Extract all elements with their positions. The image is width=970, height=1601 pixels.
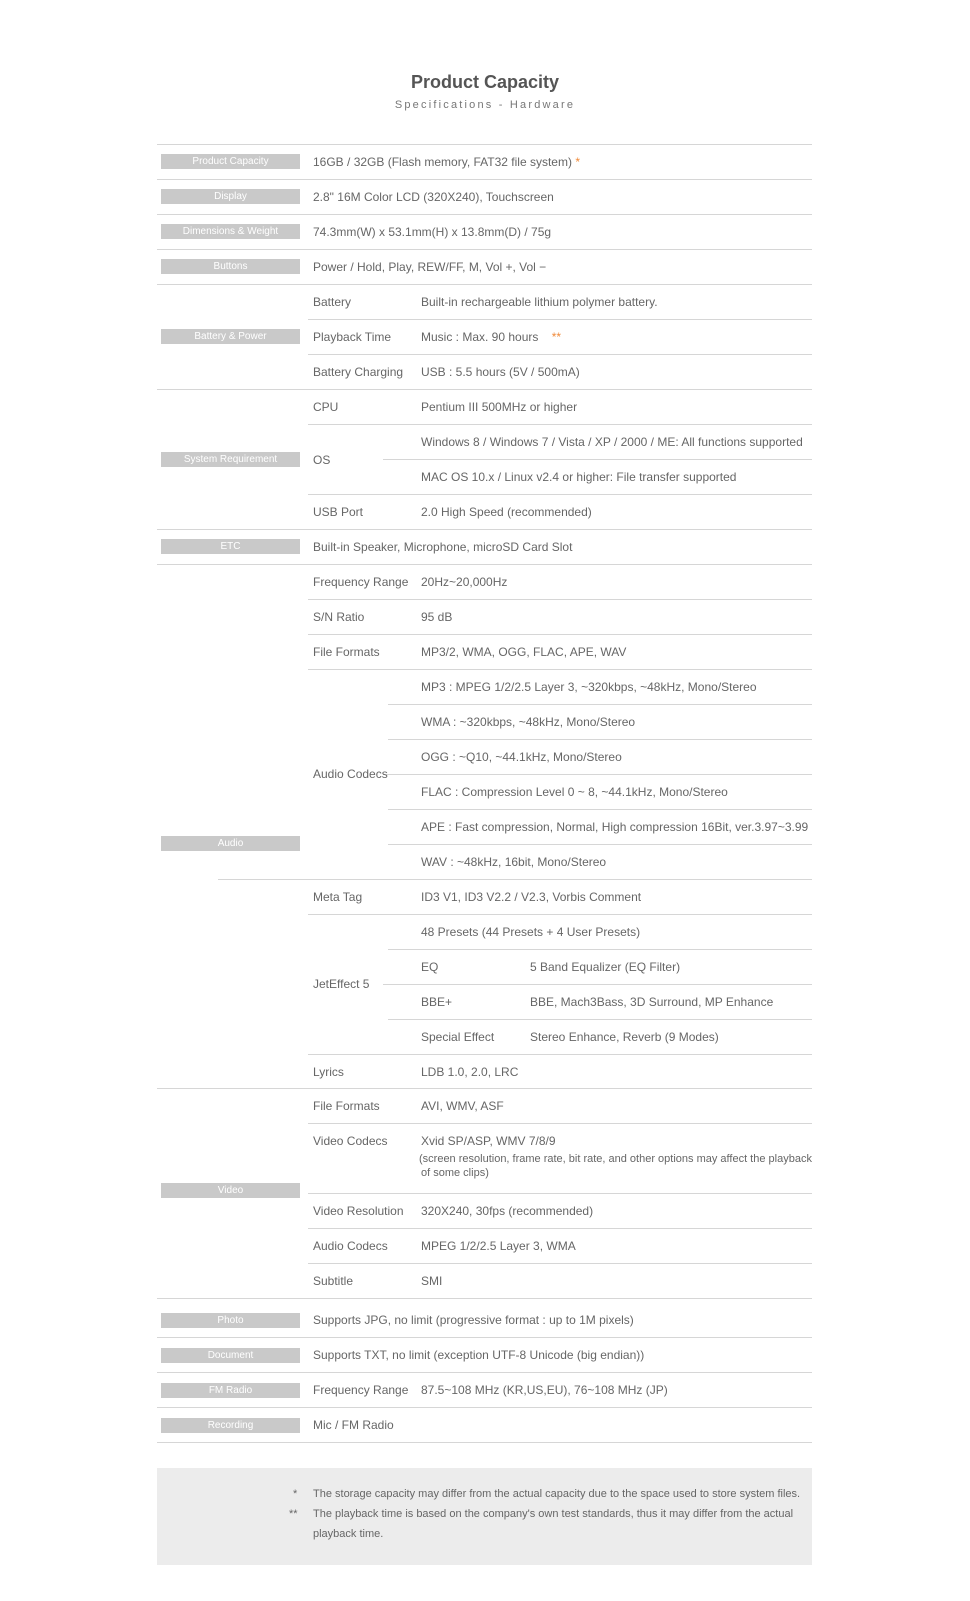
lyrics-value: LDB 1.0, 2.0, LRC [421, 1065, 519, 1079]
page-title: Product Capacity [410, 72, 560, 92]
footnote-1-text: The storage capacity may differ from the actual capacity due to the space used to store system files. [313, 1488, 801, 1500]
video-audio-codecs-value: MPEG 1/2/2.5 Layer 3, WMA [421, 1239, 576, 1253]
video-resolution-label: Video Resolution [313, 1204, 404, 1218]
sub-row-divider [308, 669, 812, 670]
sub-row-divider [308, 599, 812, 600]
video-formats-value: AVI, WMV, ASF [421, 1099, 504, 1113]
battery-label: Battery [313, 295, 352, 309]
sub-row-divider [308, 1123, 812, 1124]
audio-sn-label: S/N Ratio [313, 610, 365, 624]
meta-tag-label: Meta Tag [313, 890, 363, 904]
meta-tag-value: ID3 V1, ID3 V2.2 / V2.3, Vorbis Comment [421, 890, 642, 904]
audio-codec-wav: WAV : ~48kHz, 16bit, Mono/Stereo [421, 855, 607, 869]
capacity-text: 16GB / 32GB (Flash memory, FAT32 file system) [313, 155, 572, 169]
charging-label: Battery Charging [313, 365, 404, 379]
bbe-value: BBE, Mach3Bass, 3D Surround, MP Enhance [530, 995, 774, 1009]
playback-label: Playback Time [313, 330, 392, 344]
footnote-2-mark: ** [289, 1508, 298, 1520]
video-resolution-value: 320X240, 30fps (recommended) [421, 1204, 594, 1218]
row-divider [157, 214, 812, 215]
capacity-value [313, 154, 580, 170]
sub-row-divider [388, 984, 812, 985]
video-codecs-value: Xvid SP/ASP, WMV 7/8/9 [421, 1134, 556, 1148]
sub-row-divider [308, 914, 812, 915]
sub-row-divider [308, 1228, 812, 1229]
playback-value [421, 329, 561, 345]
dimensions-value: 74.3mm(W) x 53.1mm(H) x 13.8mm(D) / 75g [313, 225, 552, 239]
row-divider [157, 1337, 812, 1338]
audio-sn-value: 95 dB [421, 610, 453, 624]
bbe-label: BBE+ [421, 995, 453, 1009]
category-label-buttons: Buttons [161, 259, 300, 274]
eq-label: EQ [421, 960, 439, 974]
sub-row-divider [308, 424, 812, 425]
jeteffect-label: JetEffect 5 [313, 977, 370, 991]
recording-value: Mic / FM Radio [313, 1418, 394, 1432]
sub-row-divider [308, 634, 812, 635]
sub-row-divider [388, 844, 812, 845]
group-connector [383, 984, 389, 985]
audio-formats-label: File Formats [313, 645, 380, 659]
document-value: Supports TXT, no limit (exception UTF-8 Unicode (big endian)) [313, 1348, 645, 1362]
sub-row-divider [388, 459, 812, 460]
audio-formats-value: MP3/2, WMA, OGG, FLAC, APE, WAV [421, 645, 627, 659]
row-divider [157, 1372, 812, 1373]
os-label: OS [313, 453, 331, 467]
category-label-system: System Requirement [161, 452, 300, 467]
row-divider [157, 1088, 812, 1089]
sub-row-divider [388, 704, 812, 705]
category-label-audio: Audio [161, 836, 300, 851]
category-label-battery: Battery & Power [161, 329, 300, 344]
category-label-display: Display [161, 189, 300, 204]
buttons-value: Power / Hold, Play, REW/FF, M, Vol +, Vol − [313, 260, 547, 274]
audio-freq-value: 20Hz~20,000Hz [421, 575, 508, 589]
row-divider [157, 389, 812, 390]
audio-freq-label: Frequency Range [313, 575, 409, 589]
row-divider [157, 1298, 812, 1299]
subtitle-label: Subtitle [313, 1274, 354, 1288]
audio-codec-mp3: MP3 : MPEG 1/2/2.5 Layer 3, ~320kbps, ~48kHz, Mono/Stereo [421, 680, 757, 694]
eq-value: 5 Band Equalizer (EQ Filter) [530, 960, 681, 974]
os-value-windows: Windows 8 / Windows 7 / Vista / XP / 2000 / ME: All functions supported [421, 435, 803, 449]
asterisk-mark: * [575, 155, 580, 169]
category-label-video: Video [161, 1183, 300, 1198]
row-divider [157, 144, 812, 145]
group-connector [383, 459, 389, 460]
audio-codec-wma: WMA : ~320kbps, ~48kHz, Mono/Stereo [421, 715, 636, 729]
sub-row-divider [388, 949, 812, 950]
fm-freq-label: Frequency Range [313, 1383, 409, 1397]
category-label-etc: ETC [161, 539, 300, 554]
category-label-document: Document [161, 1348, 300, 1363]
footnote-box [157, 1468, 812, 1565]
category-label-fm: FM Radio [161, 1383, 300, 1398]
row-divider [157, 1407, 812, 1408]
footnote-2-text-line1: The playback time is based on the company's own test standards, thus it may differ from the actual [313, 1508, 794, 1520]
fm-freq-value: 87.5~108 MHz (KR,US,EU), 76~108 MHz (JP) [421, 1383, 668, 1397]
sub-row-divider [388, 774, 812, 775]
sub-row-divider [308, 494, 812, 495]
jeteffect-presets: 48 Presets (44 Presets + 4 User Presets) [421, 925, 641, 939]
audio-codec-ape: APE : Fast compression, Normal, High compression 16Bit, ver.3.97~3.99 [421, 820, 809, 834]
sub-row-divider [308, 319, 812, 320]
playback-text: Music : Max. 90 hours [421, 330, 539, 344]
etc-value: Built-in Speaker, Microphone, microSD Card Slot [313, 540, 573, 554]
audio-codec-flac: FLAC : Compression Level 0 ~ 8, ~44.1kHz, Mono/Stereo [421, 785, 728, 799]
special-effect-label: Special Effect [421, 1030, 495, 1044]
category-label-dimensions: Dimensions & Weight [161, 224, 300, 239]
sub-row-divider [388, 1019, 812, 1020]
footnote-2-text-line2: playback time. [313, 1528, 384, 1540]
double-asterisk-mark: ** [551, 330, 562, 344]
row-divider [157, 529, 812, 530]
special-effect-value: Stereo Enhance, Reverb (9 Modes) [530, 1030, 719, 1044]
cpu-label: CPU [313, 400, 339, 414]
usb-value: 2.0 High Speed (recommended) [421, 505, 592, 519]
cpu-value: Pentium III 500MHz or higher [421, 400, 578, 414]
page-subtitle: Specifications - Hardware [394, 99, 576, 111]
video-formats-label: File Formats [313, 1099, 380, 1113]
sub-row-divider [388, 739, 812, 740]
sub-row-divider [218, 879, 812, 880]
row-divider [157, 564, 812, 565]
video-codecs-note-line1: (screen resolution, frame rate, bit rate, and other options may affect the playback [419, 1153, 812, 1165]
photo-value: Supports JPG, no limit (progressive format : up to 1M pixels) [313, 1313, 634, 1327]
video-audio-codecs-label: Audio Codecs [313, 1239, 388, 1253]
os-value-mac: MAC OS 10.x / Linux v2.4 or higher: File transfer supported [421, 470, 737, 484]
sub-row-divider [308, 1263, 812, 1264]
video-codecs-label: Video Codecs [313, 1134, 388, 1148]
audio-codecs-label: Audio Codecs [313, 767, 388, 781]
usb-label: USB Port [313, 505, 364, 519]
category-label-recording: Recording [161, 1418, 300, 1433]
sub-row-divider [308, 1193, 812, 1194]
footnote-1-mark: * [293, 1488, 298, 1500]
row-divider [157, 179, 812, 180]
charging-value: USB : 5.5 hours (5V / 500mA) [421, 365, 580, 379]
sub-row-divider [308, 1054, 812, 1055]
display-value: 2.8" 16M Color LCD (320X240), Touchscreen [313, 190, 554, 204]
audio-codec-ogg: OGG : ~Q10, ~44.1kHz, Mono/Stereo [421, 750, 622, 764]
row-divider [157, 249, 812, 250]
row-divider [157, 1442, 812, 1443]
battery-value: Built-in rechargeable lithium polymer battery. [421, 295, 658, 309]
sub-row-divider [388, 809, 812, 810]
sub-row-divider [308, 354, 812, 355]
category-label-capacity: Product Capacity [161, 154, 300, 169]
lyrics-label: Lyrics [313, 1065, 344, 1079]
subtitle-value: SMI [421, 1274, 443, 1288]
category-label-photo: Photo [161, 1313, 300, 1328]
video-codecs-note-line2: of some clips) [421, 1167, 489, 1179]
row-divider [157, 284, 812, 285]
